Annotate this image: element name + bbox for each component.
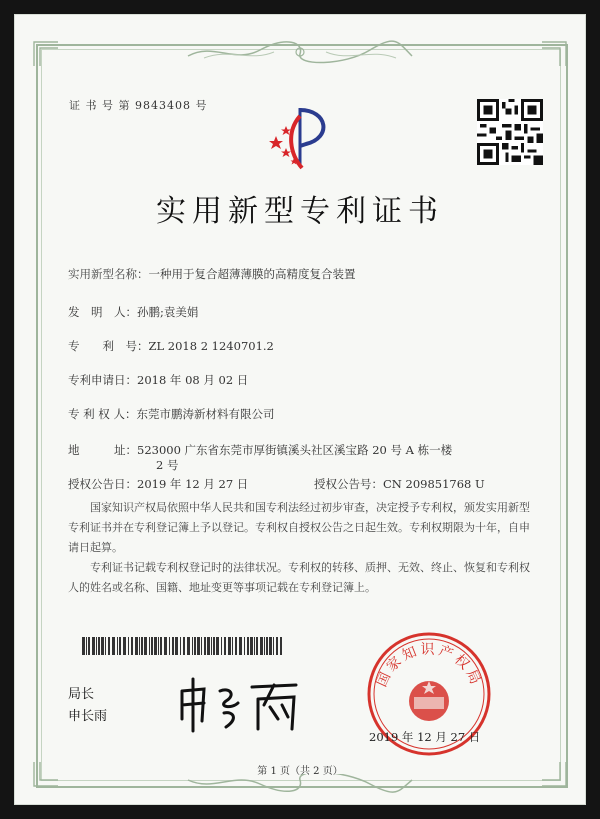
field-value: 523000 广东省东莞市厚街镇溪头社区溪宝路 20 号 A 栋一楼 — [137, 443, 453, 457]
director-name: 申长雨 — [68, 709, 108, 724]
bottom-ornament — [184, 774, 416, 794]
cnipa-logo-icon — [266, 102, 336, 174]
field-value: 2 号 — [156, 458, 179, 472]
field-value: 东莞市鹏涛新材料有限公司 — [136, 407, 275, 421]
grant-announce-date — [68, 476, 248, 492]
field-application-date — [68, 372, 248, 388]
corner-ornament — [540, 40, 568, 68]
field-label: 实用新型名称： — [68, 267, 149, 281]
certificate-paper — [14, 14, 586, 805]
director-signature-icon — [174, 669, 304, 739]
field-label: 专 利 号： — [68, 339, 149, 353]
field-address-continued — [156, 457, 178, 473]
field-label: 授权公告日： — [68, 477, 137, 491]
director-block — [68, 684, 107, 728]
field-patent-number — [68, 338, 274, 354]
field-value: CN 209851768 U — [383, 477, 485, 491]
grant-announce-number — [314, 476, 485, 492]
field-address — [68, 442, 452, 458]
field-value: 2019 年 12 月 27 日 — [137, 477, 249, 491]
certificate-title: 实用新型专利证书 — [156, 194, 444, 229]
top-ornament — [184, 40, 416, 64]
field-label: 专利申请日： — [68, 373, 137, 387]
certificate-number-value: 9843408 — [135, 99, 191, 112]
seal-date: 2019 年 12 月 27 日 — [369, 730, 481, 744]
certificate-number-suffix: 号 — [195, 99, 208, 112]
field-value: 孙鹏;袁美娟 — [137, 305, 199, 319]
page-number: 第 1 页（共 2 页） — [257, 766, 343, 777]
field-label: 专 利 权 人： — [68, 407, 137, 421]
svg-text:国家知识产权局: 国家知识产权局 — [373, 642, 485, 690]
field-value: ZL 2018 2 1240701.2 — [148, 339, 274, 353]
paragraph-grant-statement: 国家知识产权局依照中华人民共和国专利法经过初步审查，决定授予专利权，颁发实用新型专利证书并在专利登记簿上予以登记。专利权自授权公告之日起生效。专利权期限为十年，自申请日起算。 — [68, 501, 530, 554]
barcode-icon — [82, 637, 282, 655]
field-patentee — [68, 406, 274, 422]
certificate-number — [69, 97, 208, 113]
field-value: 2018 年 08 月 02 日 — [137, 373, 249, 387]
paragraph-legal-status: 专利证书记载专利权登记时的法律状况。专利权的转移、质押、无效、终止、恢复和专利权人的姓名或名称、国籍、地址变更等事项记载在专利登记簿上。 — [68, 561, 530, 594]
corner-ornament — [32, 40, 60, 68]
qr-code-icon — [477, 99, 543, 165]
field-utility-model-name — [68, 266, 356, 282]
certificate-number-label: 证 书 号 第 — [69, 99, 131, 112]
director-title: 局长 — [68, 687, 95, 702]
field-inventor — [68, 304, 198, 320]
field-label: 发 明 人： — [68, 305, 137, 319]
field-value: 一种用于复合超薄薄膜的高精度复合装置 — [148, 267, 356, 281]
field-label: 地 址： — [68, 443, 137, 457]
field-label: 授权公告号： — [314, 477, 383, 491]
